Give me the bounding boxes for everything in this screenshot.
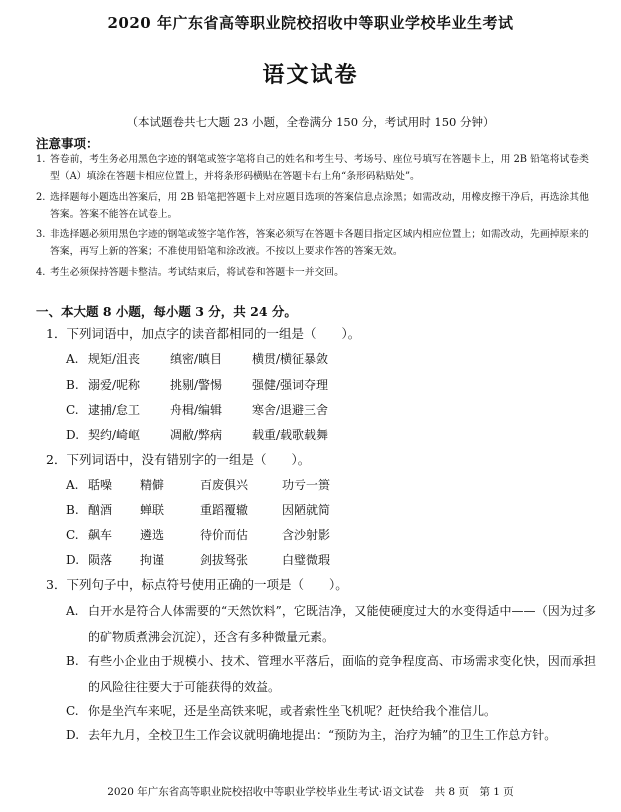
question-2-stem: 2．下列词语中，没有错别字的一组是（ ）。 [46,452,311,467]
question-1-stem: 1．下列词语中，加点字的读音都相同的一组是（ ）。 [46,326,361,341]
paper-title: 语文试卷 [262,62,359,88]
q2-option-d [66,551,330,568]
option-word: 挑剔/警惕 [170,378,223,392]
option-text: 白开水是符合人体需要的“天然饮料”，它既洁净，又能使硬度过大的水变得适中——（因为过多的矿物质煮沸会沉淀），还含有多种微量元素。 [88,604,596,644]
option-letter: D. [66,428,80,442]
option-word: 含沙射影 [282,528,331,542]
option-letter: B. [66,654,79,668]
q3-option-b [66,648,596,700]
option-word: 精僻 [140,478,165,492]
q3-option-a [66,598,596,650]
notice-heading: 注意事项： [36,136,99,151]
option-word: 重蹈覆辙 [200,503,249,517]
option-word: 蝉联 [140,503,165,517]
option-word: 凋敝/弊病 [170,428,223,442]
option-word: 待价而估 [200,528,249,542]
option-word: 剑拔驽张 [200,553,249,567]
notice-text: 答卷前，考生务必用黑色字迹的钢笔或签字笔将自己的姓名和考生号、考场号、座位号填写在答题卡上，用 2B 铅笔将试卷类型（A）填涂在答题卡相应位置上，并将条形码横贴在答题卡右上角“条形码粘贴处”。 [50,154,589,182]
option-word: 规矩/沮丧 [88,352,141,366]
option-word: 功亏一篑 [282,478,331,492]
notice-number: 4. [36,266,46,278]
option-word: 舟楫/编辑 [170,403,223,417]
question-3-stem: 3．下列句子中，标点符号使用正确的一项是（ ）。 [46,577,348,592]
option-text: 你是坐汽车来呢，还是坐高铁来呢，或者索性坐飞机呢？赶快给我个准信儿。 [88,704,497,718]
option-word: 强健/强词夺理 [252,378,329,392]
notice-number: 1. [36,154,46,165]
option-word: 缜密/瞋目 [170,352,223,366]
notice-list [36,151,594,284]
option-letter: D. [66,728,80,742]
notice-text: 非选择题必须用黑色字迹的钢笔或签字笔作答，答案必须写在答题卡各题目指定区域内相应位置上；如需改动，先画掉原来的答案，再写上新的答案；不准使用铅笔和涂改液。不按以上要求作答的答案无效。 [50,229,589,257]
q2-option-a [66,476,330,493]
option-word: 溺爱/呢称 [88,378,141,392]
q1-option-a [66,350,328,367]
notice-text: 考生必须保持答题卡整洁。考试结束后，将试卷和答题卡一并交回。 [50,266,344,278]
option-word: 陨落 [88,553,113,567]
option-letter: A. [66,352,79,366]
option-letter: B. [66,503,79,517]
exam-title: 2020 年广东省高等职业院校招收中等职业学校毕业生考试 [107,14,514,32]
option-word: 因陋就简 [282,503,331,517]
option-word: 寒舍/退避三舍 [252,403,329,417]
option-word: 拘谨 [140,553,165,567]
option-letter: D. [66,553,80,567]
notice-text: 选择题每小题选出答案后，用 2B 铅笔把答题卡上对应题目选项的答案信息点涂黑；如需改动，用橡皮擦干净后，再选涂其他答案。答案不能答在试卷上。 [50,191,589,220]
option-text: 去年九月，全校卫生工作会议就明确地提出：“预防为主，治疗为辅”的卫生工作总方针。 [88,728,557,742]
option-word: 聒噪 [88,478,113,492]
option-word: 逮捕/怠工 [88,403,141,417]
notice-number: 2. [36,191,46,203]
q2-option-b [66,501,330,518]
page-footer: 2020 年广东省高等职业院校招收中等职业学校毕业生考试·语文试卷 共 8 页 第 1 页 [107,786,514,798]
q1-option-d [66,426,328,443]
option-word: 白璧微瑕 [282,553,331,567]
q1-option-c [66,401,328,418]
option-word: 遴选 [140,528,165,542]
notice-number: 3. [36,229,46,240]
q1-option-b [66,376,328,393]
option-letter: B. [66,378,79,392]
section-heading: 一、本大题 8 小题，每小题 3 分，共 24 分。 [36,304,297,319]
q3-option-d [66,722,596,748]
option-word: 酗酒 [88,503,113,517]
notice-item [36,264,594,281]
option-word: 横贯/横征暴敛 [252,352,329,366]
option-word: 飙车 [88,528,113,542]
option-letter: C. [66,704,79,718]
notice-item [36,226,594,260]
option-letter: C. [66,528,79,542]
exam-instructions: （本试题卷共七大题 23 小题，全卷满分 150 分，考试用时 150 分钟） [126,115,495,129]
option-letter: A. [66,604,79,618]
option-word: 百废俱兴 [200,478,249,492]
option-text: 有些小企业由于规模小、技术、管理水平落后，面临的竞争程度高、市场需求变化快，因而承担的风险往往要大于可能获得的效益。 [88,654,596,694]
option-word: 契约/崎岖 [88,428,141,442]
notice-item [36,151,594,185]
q3-option-c [66,698,596,724]
option-word: 载重/载歌载舞 [252,428,329,442]
notice-item [36,189,594,223]
q2-option-c [66,526,330,543]
option-letter: A. [66,478,79,492]
option-letter: C. [66,403,79,417]
